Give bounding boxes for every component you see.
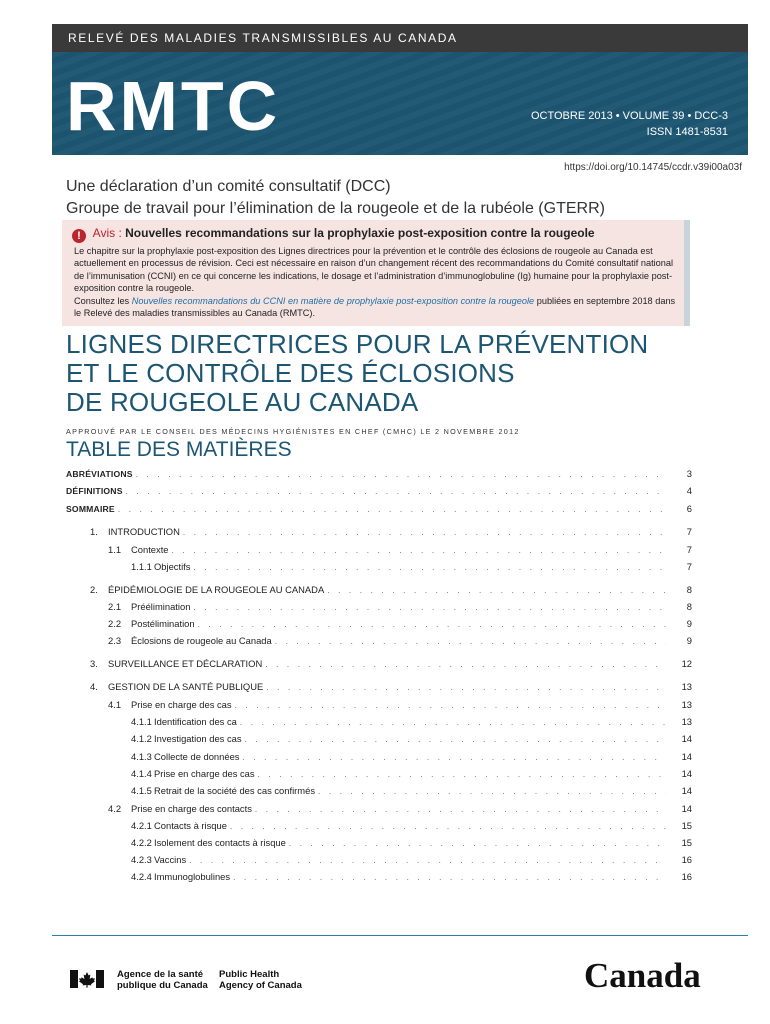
notice-consult-prefix: Consultez les (74, 295, 130, 306)
notice-box (62, 220, 690, 326)
toc-entry-label: Contexte (131, 544, 169, 555)
toc-entry-number: 4.2.3 (131, 854, 152, 865)
toc-entry-label: INTRODUCTION (108, 526, 180, 537)
toc-leader-dots (193, 563, 666, 572)
toc-leader-dots (233, 873, 666, 882)
toc-entry[interactable] (66, 837, 692, 851)
advisory-statement (66, 176, 605, 220)
toc-leader-dots (235, 701, 666, 710)
toc-entry-label: SOMMAIRE (66, 504, 115, 514)
toc-entry-page: 14 (681, 733, 692, 744)
document-title (66, 330, 648, 417)
toc-leader-dots (189, 856, 666, 865)
toc-entry-number: 2.3 (108, 635, 122, 646)
toc-entry-number: 2.1 (108, 601, 122, 612)
toc-entry-number: 4.1 (108, 699, 122, 710)
toc-leader-dots (245, 735, 666, 744)
toc-entry-page: 7 (686, 561, 692, 572)
toc-leader-dots (230, 822, 666, 831)
canada-flag-icon (70, 970, 104, 988)
title-line-3: DE ROUGEOLE AU CANADA (66, 387, 419, 417)
toc-entry[interactable] (66, 785, 692, 799)
toc-leader-dots (258, 770, 666, 779)
toc-entry-label: Investigation des cas (154, 733, 242, 744)
toc-entry-page: 13 (681, 681, 692, 692)
agency-en-line-1: Public Health (219, 969, 280, 980)
toc-entry[interactable] (66, 658, 692, 672)
toc-leader-dots (327, 586, 666, 595)
toc-entry[interactable] (66, 503, 692, 517)
toc-entry-label: Prise en charge des cas (131, 699, 232, 710)
toc-entry-label: SURVEILLANCE ET DÉCLARATION (108, 658, 263, 669)
toc-entry[interactable] (66, 716, 692, 730)
notice-text: Le chapitre sur la prophylaxie post-exposition des Lignes directrices pour la prévention et le contrôle des éclosions de rougeole au Canada est actuellement en processus de révision. Ceci est nécessaire en raison d’un changement récent des recommandations du Comité consultatif national de l’immunisation (CCNI) en ce qui concerne les indications, le dosage et l’administration d’immunoglobuline (Ig) humaine pour la prophylaxie post-exposition contre la rougeole. (74, 246, 674, 294)
toc-entry-page: 14 (681, 751, 692, 762)
toc-entry-page: 14 (681, 803, 692, 814)
toc-entry-number: 4.1.5 (131, 785, 152, 796)
notice-label: Avis : (92, 226, 122, 240)
doi-link[interactable]: https://doi.org/10.14745/ccdr.v39i00a03f (564, 162, 742, 173)
notice-consult-suffix: publiées en septembre 2018 dans le Relevé des maladies transmissibles au Canada (RMTC). (74, 295, 676, 319)
agency-fr-line-2: publique du Canada (117, 980, 208, 991)
toc-leader-dots (242, 753, 666, 762)
toc-entry-page: 9 (686, 618, 692, 629)
toc-entry-page: 8 (686, 601, 692, 612)
toc-entry-number: 2. (90, 584, 98, 595)
toc-entry[interactable] (66, 871, 692, 885)
toc-entry[interactable] (66, 618, 692, 632)
toc-entry-label: Collecte de données (154, 751, 240, 762)
issue-info: OCTOBRE 2013 • VOLUME 39 • DCC-3 (530, 110, 728, 122)
toc-leader-dots (266, 683, 666, 692)
toc-entry[interactable] (66, 544, 692, 558)
toc-entry-page: 4 (686, 485, 692, 496)
title-line-1: LIGNES DIRECTRICES POUR LA PRÉVENTION (66, 329, 649, 359)
statement-line-1: Une déclaration d’un comité consultatif (DCC) (66, 178, 391, 195)
toc-entry-number: 4.1.4 (131, 768, 152, 779)
series-bar (52, 24, 748, 52)
toc-leader-dots (136, 470, 666, 479)
toc-entry-page: 12 (681, 658, 692, 669)
toc-entry[interactable] (66, 803, 692, 817)
toc-entry-page: 8 (686, 584, 692, 595)
toc-entry-number: 4.1.3 (131, 751, 152, 762)
toc-entry-number: 4.1.1 (131, 716, 152, 727)
notice-header (72, 226, 595, 243)
toc-leader-dots (275, 637, 666, 646)
toc-entry[interactable] (66, 733, 692, 747)
toc-leader-dots (172, 546, 666, 555)
toc-entry-page: 3 (686, 468, 692, 479)
toc-entry-number: 1.1 (108, 544, 122, 555)
toc-entry[interactable] (66, 601, 692, 615)
toc-entry-number: 4.2 (108, 803, 122, 814)
canada-wordmark: Canada (584, 956, 701, 995)
toc-entry[interactable] (66, 854, 692, 868)
toc-entry-number: 3. (90, 658, 98, 669)
toc-entry[interactable] (66, 561, 692, 575)
statement-line-2: Groupe de travail pour l’élimination de la rougeole et de la rubéole (GTERR) (66, 200, 605, 217)
toc-entry-label: Préélimination (131, 601, 191, 612)
toc-entry[interactable] (66, 468, 692, 482)
footer-divider (52, 935, 748, 936)
notice-title: Nouvelles recommandations sur la prophylaxie post-exposition contre la rougeole (125, 226, 595, 240)
toc-entry-label: Postélimination (131, 618, 195, 629)
toc-leader-dots (126, 487, 666, 496)
agency-fr-line-1: Agence de la santé (117, 969, 204, 980)
toc-entry-label: Prise en charge des contacts (131, 803, 252, 814)
toc-leader-dots (183, 528, 666, 537)
toc-leader-dots (193, 603, 666, 612)
toc-leader-dots (289, 839, 666, 848)
toc-entry[interactable] (66, 681, 692, 695)
toc-entry-number: 1.1.1 (131, 561, 152, 572)
series-title: RELEVÉ DES MALADIES TRANSMISSIBLES AU CANADA (68, 31, 458, 45)
toc-entry-page: 15 (681, 837, 692, 848)
toc-leader-dots (265, 660, 666, 669)
title-line-2: ET LE CONTRÔLE DES ÉCLOSIONS (66, 358, 515, 388)
toc-entry-page: 14 (681, 785, 692, 796)
toc-entry-label: Objectifs (154, 561, 191, 572)
toc-entry-page: 16 (681, 871, 692, 882)
toc-leader-dots (118, 505, 666, 514)
toc-entry-label: GESTION DE LA SANTÉ PUBLIQUE (108, 681, 264, 692)
toc-entry[interactable] (66, 751, 692, 765)
toc-entry-number: 4. (90, 681, 98, 692)
toc-entry-page: 7 (686, 526, 692, 537)
alert-icon: ! (72, 229, 86, 243)
toc-entry-number: 4.2.1 (131, 820, 152, 831)
toc-entry-label: Immunoglobulines (154, 871, 231, 882)
toc-entry-page: 9 (686, 635, 692, 646)
issn: ISSN 1481-8531 (646, 126, 728, 138)
toc-entry-page: 16 (681, 854, 692, 865)
toc-entry[interactable] (66, 699, 692, 713)
toc-entry-label: DÉFINITIONS (66, 486, 123, 496)
agency-name-fr (117, 969, 208, 991)
toc-heading: TABLE DES MATIÈRES (66, 438, 292, 461)
toc-entry-label: Prise en charge des cas (154, 768, 255, 779)
toc-entry-page: 7 (686, 544, 692, 555)
toc-entry-label: Contacts à risque (154, 820, 227, 831)
toc-entry-label: Isolement des contacts à risque (154, 837, 286, 848)
toc-entry-page: 15 (681, 820, 692, 831)
approval-note: APPROUVÉ PAR LE CONSEIL DES MÉDECINS HYGIÉNISTES EN CHEF (CMHC) LE 2 NOVEMBRE 2012 (66, 427, 520, 436)
toc-entry-label: Retrait de la société des cas confirmés (154, 785, 316, 796)
rmtc-banner (52, 52, 748, 155)
naci-recommendations-link[interactable]: Nouvelles recommandations du CCNI en matière de prophylaxie post-exposition contre la rougeole (131, 295, 535, 306)
agency-name-en (219, 969, 302, 991)
toc-entry-label: Éclosions de rougeole au Canada (131, 635, 272, 646)
toc-entry[interactable] (66, 584, 692, 598)
toc-leader-dots (255, 805, 666, 814)
agency-en-line-2: Agency of Canada (219, 980, 302, 991)
toc-leader-dots (318, 787, 666, 796)
toc-entry-page: 13 (681, 699, 692, 710)
toc-entry[interactable] (66, 820, 692, 834)
toc-entry[interactable] (66, 485, 692, 499)
toc-entry[interactable] (66, 526, 692, 540)
toc-leader-dots (240, 718, 666, 727)
toc-entry-page: 6 (686, 503, 692, 514)
toc-leader-dots (198, 620, 666, 629)
notice-body (74, 245, 684, 319)
toc-entry-number: 4.2.4 (131, 871, 152, 882)
rmtc-logo: RMTC (66, 67, 281, 145)
toc-entry-label: ABRÉVIATIONS (66, 469, 133, 479)
toc-entry-number: 1. (90, 526, 98, 537)
toc-entry-label: ÉPIDÉMIOLOGIE DE LA ROUGEOLE AU CANADA (108, 584, 325, 595)
toc-entry-number: 4.2.2 (131, 837, 152, 848)
toc-entry[interactable] (66, 635, 692, 649)
toc-entry-page: 14 (681, 768, 692, 779)
toc-entry-page: 13 (681, 716, 692, 727)
toc-entry-label: Identification des ca (154, 716, 237, 727)
toc-entry-number: 2.2 (108, 618, 122, 629)
toc-entry-label: Vaccins (154, 854, 187, 865)
toc-entry-number: 4.1.2 (131, 733, 152, 744)
toc-entry[interactable] (66, 768, 692, 782)
